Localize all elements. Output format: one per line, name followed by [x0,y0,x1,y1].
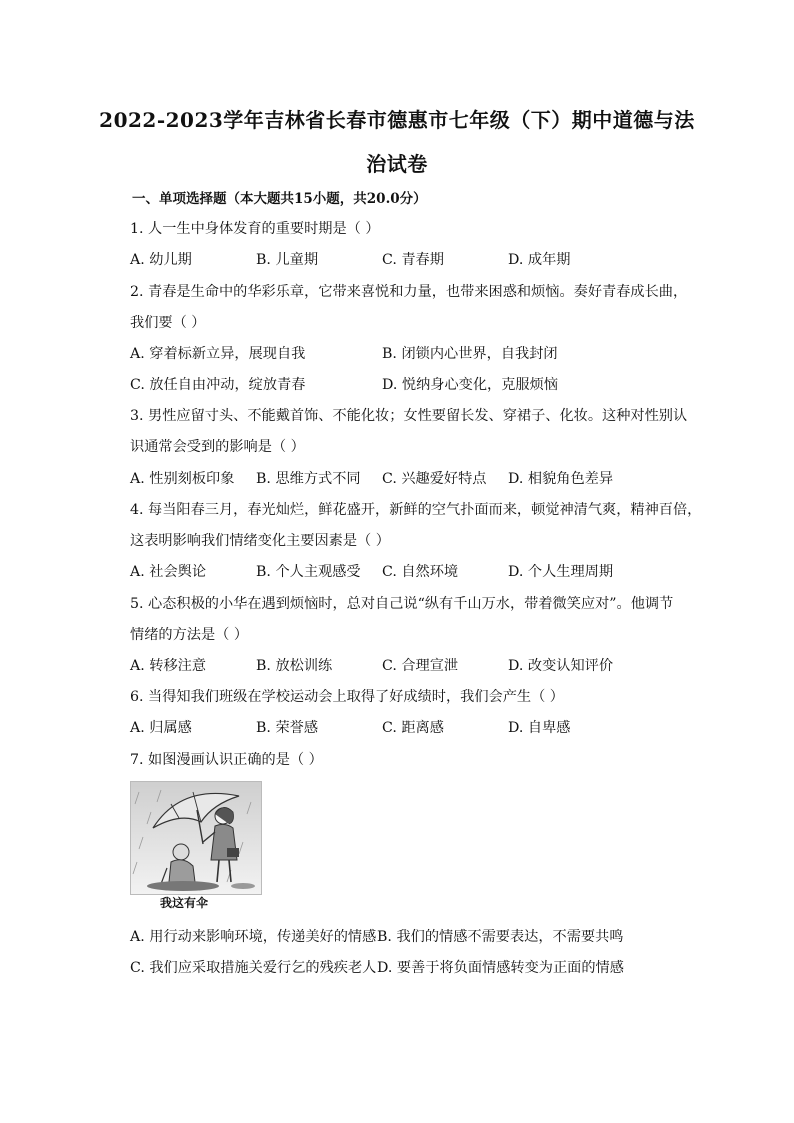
question-1-stem: 1. 人一生中身体发育的重要时期是（ ） [130,221,380,237]
question-7-option-d: D. 要善于将负面情感转变为正面的情感 [377,960,624,976]
question-5-option-d: D. 改变认知评价 [508,658,614,674]
question-5-option-c: C. 合理宣泄 [382,658,459,674]
question-7-option-a: A. 用行动来影响环境，传递美好的情感 [130,929,377,945]
question-7-option-c: C. 我们应采取措施关爱行乞的残疾老人 [130,960,377,976]
question-5-option-a: A. 转移注意 [130,658,207,674]
question-3-stem-line-1: 3. 男性应留寸头、不能戴首饰、不能化妆；女性要留长发、穿裙子、化妆。这种对性别认 [130,408,688,424]
cartoon-umbrella-illustration [130,781,262,895]
question-3-stem-line-2: 识通常会受到的影响是（ ） [130,439,305,455]
question-6-option-a: A. 归属感 [130,720,192,736]
question-4-option-b: B. 个人主观感受 [256,564,361,580]
question-3-option-b: B. 思维方式不同 [256,471,361,487]
question-6-option-d: D. 自卑感 [508,720,571,736]
question-2-option-b: B. 闭锁内心世界，自我封闭 [382,346,558,362]
question-4-option-a: A. 社会舆论 [130,564,207,580]
question-5-stem-line-1: 5. 心态积极的小华在遇到烦恼时，总对自己说“纵有千山万水，带着微笑应对”。他调节 [130,596,674,612]
question-2-stem-line-2: 我们要（ ） [130,315,206,331]
question-5-option-b: B. 放松训练 [256,658,333,674]
question-7-stem: 7. 如图漫画认识正确的是（ ） [130,752,323,768]
question-6-option-c: C. 距离感 [382,720,444,736]
question-4-option-c: C. 自然环境 [382,564,459,580]
question-7-option-b: B. 我们的情感不需要表达，不需要共鸣 [377,929,624,945]
question-1-option-c: C. 青春期 [382,252,444,268]
question-4-option-d: D. 个人生理周期 [508,564,614,580]
question-2-option-a: A. 穿着标新立异，展现自我 [130,346,306,362]
section-heading: 一、单项选择题（本大题共15小题，共20.0分） [132,191,427,207]
cartoon-caption: 我这有伞 [160,896,209,910]
question-1-option-b: B. 儿童期 [256,252,319,268]
question-1-option-d: D. 成年期 [508,252,571,268]
question-2-option-d: D. 悦纳身心变化，克服烦恼 [382,377,558,393]
question-6-stem: 6. 当得知我们班级在学校运动会上取得了好成绩时，我们会产生（ ） [130,689,564,705]
question-6-option-b: B. 荣誉感 [256,720,319,736]
question-3-option-c: C. 兴趣爱好特点 [382,471,487,487]
question-2-option-c: C. 放任自由冲动，绽放青春 [130,377,306,393]
question-1-option-a: A. 幼儿期 [130,252,192,268]
exam-title-line-1: 2022-2023学年吉林省长春市德惠市七年级（下）期中道德与法 [99,108,695,132]
question-5-stem-line-2: 情绪的方法是（ ） [130,627,249,643]
question-2-stem-line-1: 2. 青春是生命中的华彩乐章，它带来喜悦和力量，也带来困惑和烦恼。奏好青春成长曲， [130,284,688,300]
question-4-stem-line-1: 4. 每当阳春三月，春光灿烂，鲜花盛开，新鲜的空气扑面而来，顿觉神清气爽，精神百倍， [130,502,702,518]
exam-title-line-2: 治试卷 [366,152,428,176]
question-4-stem-line-2: 这表明影响我们情绪变化主要因素是（ ） [130,533,390,549]
question-3-option-a: A. 性别刻板印象 [130,471,235,487]
question-3-option-d: D. 相貌角色差异 [508,471,614,487]
